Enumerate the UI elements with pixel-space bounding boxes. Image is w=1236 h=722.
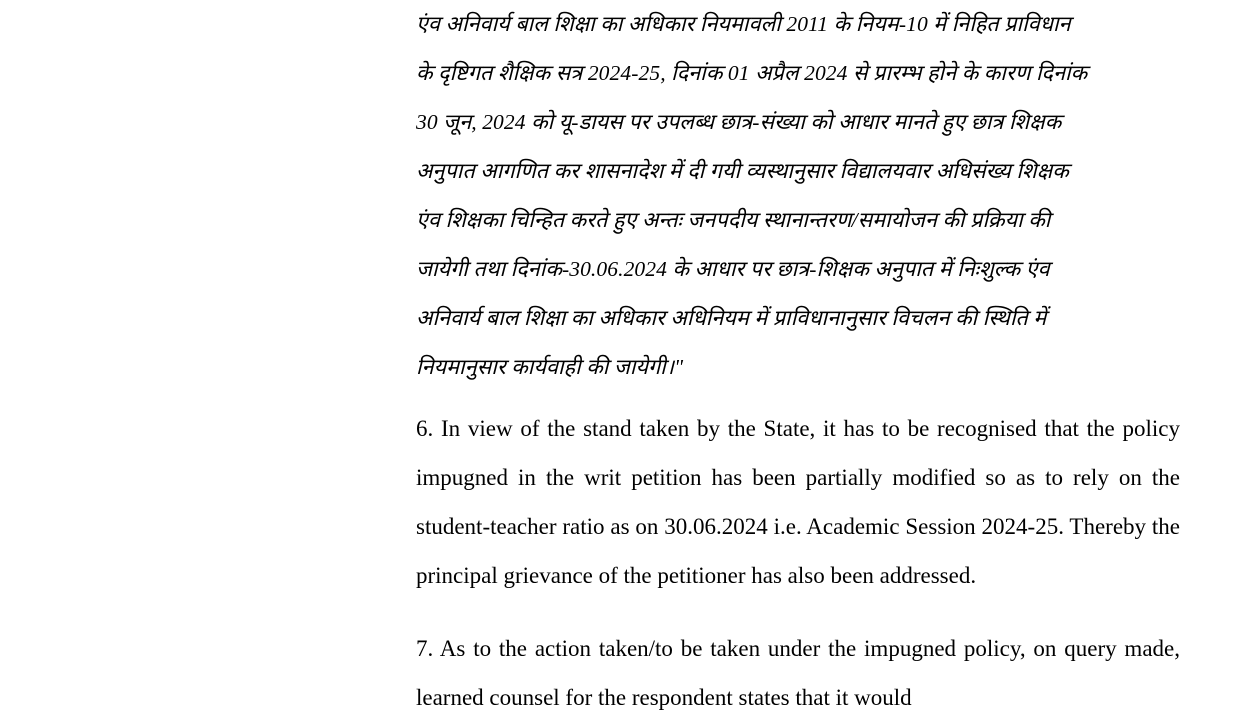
quoted-hindi-passage [416, 0, 1180, 392]
quote-line: 30 जून, 2024 को यू-डायस पर उपलब्ध छात्र-संख्या को आधार मानते हुए छात्र शिक्षक [416, 110, 1062, 134]
paragraph-6: 6. In view of the stand taken by the State, it has to be recognised that the policy impugned in the writ petition has been partially modified so as to rely on the student-teacher ratio as on 30.06.2024 i.e. Academic Session 2024-25. Thereby the principal grievance of the petitioner has also been addressed. [416, 416, 1180, 588]
quote-line: अनुपात आगणित कर शासनादेश में दी गयी व्यस्थानुसार विद्यालयवार अधिसंख्य शिक्षक [416, 159, 1069, 183]
quote-line: एंव शिक्षका चिन्हित करते हुए अन्तः जनपदीय स्थानान्तरण/समायोजन की प्रक्रिया की [416, 208, 1051, 232]
quote-line: एंव अनिवार्य बाल शिक्षा का अधिकार नियमावली 2011 के नियम-10 में निहित प्राविधान [416, 12, 1071, 36]
quote-line: अनिवार्य बाल शिक्षा का अधिकार अधिनियम में प्राविधानानुसार विचलन की स्थिति में [416, 306, 1047, 330]
quote-line: जायेगी तथा दिनांक-30.06.2024 के आधार पर छात्र-शिक्षक अनुपात में निःशुल्क एंव [416, 257, 1050, 281]
quote-line: के दृष्टिगत शैक्षिक सत्र 2024-25, दिनांक 01 अप्रैल 2024 से प्रारम्भ होने के कारण दिनांक [416, 61, 1088, 85]
document-text-column [416, 0, 1180, 722]
quote-line: नियमानुसार कार्यवाही की जायेगी।" [416, 355, 684, 379]
paragraph-7: 7. As to the action taken/to be taken under the impugned policy, on query made, learned counsel for the respondent states that it would [416, 636, 1180, 710]
